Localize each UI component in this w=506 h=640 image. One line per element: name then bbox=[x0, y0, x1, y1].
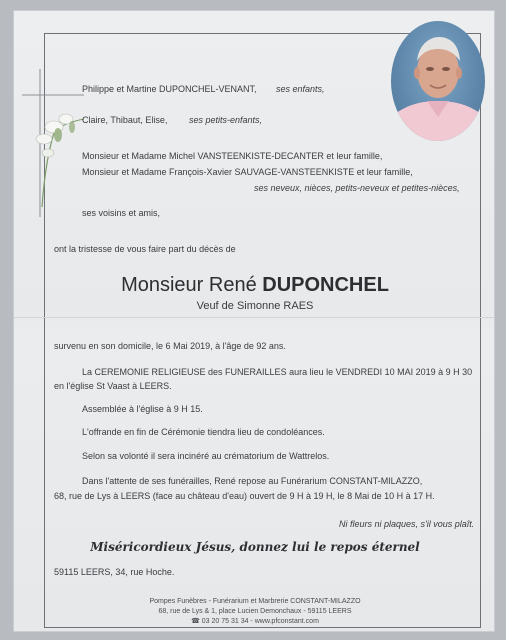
family-line-neighbours: ses voisins et amis, bbox=[82, 208, 161, 218]
deceased-surname: DUPONCHEL bbox=[262, 274, 389, 296]
grandchildren-role: ses petits-enfants, bbox=[189, 115, 263, 125]
ceremony-line-1: La CEREMONIE RELIGIEUSE des FUNERAILLES aura lieu le VENDREDI 10 MAI 2019 à 9 H 30 bbox=[82, 367, 473, 377]
obituary-card bbox=[13, 10, 495, 632]
family-line-sauvage: Monsieur et Madame François-Xavier SAUVAGE-VANSTEENKISTE et leur famille, bbox=[82, 167, 413, 177]
footer-address: 68, rue de Lys & 1, place Lucien Demonchaux - 59115 LEERS bbox=[158, 608, 352, 615]
portrait-photo bbox=[391, 21, 485, 141]
footer-contact bbox=[14, 617, 496, 627]
prayer-line: Miséricordieux Jésus, donnez lui le repos éternel bbox=[90, 540, 420, 554]
widow-line: Veuf de Simonne RAES bbox=[196, 300, 314, 312]
death-line: survenu en son domicile, le 6 Mai 2019, à l'âge de 92 ans. bbox=[54, 341, 286, 351]
ceremony-line-2: en l'église St Vaast à LEERS. bbox=[54, 381, 172, 391]
offering-line: L'offrande en fin de Cérémonie tiendra lieu de condoléances. bbox=[82, 427, 325, 437]
cremation-line: Selon sa volonté il sera incinéré au crématorium de Wattrelos. bbox=[82, 451, 330, 461]
footer-company: Pompes Funèbres - Funérarium et Marbrerie CONSTANT-MILAZZO bbox=[149, 598, 361, 605]
paper-fold bbox=[14, 317, 494, 318]
children-role: ses enfants, bbox=[276, 84, 325, 94]
assembly-line: Assemblée à l'église à 9 H 15. bbox=[82, 404, 203, 414]
family-line-vansteenkiste: Monsieur et Madame Michel VANSTEENKISTE-DECANTER et leur famille, bbox=[82, 151, 383, 161]
phone-icon: ☎ bbox=[191, 618, 200, 625]
home-address: 59115 LEERS, 34, rue Hoche. bbox=[54, 567, 175, 577]
footer-phone-web: 03 20 75 31 34 - www.pfconstant.com bbox=[201, 618, 319, 625]
deceased-title-name: Monsieur René bbox=[121, 274, 257, 296]
rest-line-2: 68, rue de Lys à LEERS (face au château d'eau) ouvert de 9 H à 19 H, le 8 Mai de 10 H à 17 H. bbox=[54, 491, 435, 501]
deceased-name bbox=[14, 273, 496, 297]
family-line-nephews: ses neveux, nièces, petits-neveux et petites-nièces, bbox=[254, 183, 460, 193]
grandchildren-names: Claire, Thibaut, Elise, bbox=[82, 115, 168, 125]
rest-line-1: Dans l'attente de ses funérailles, René repose au Funérarium CONSTANT-MILAZZO, bbox=[82, 476, 423, 486]
flowers-notice: Ni fleurs ni plaques, s'il vous plaît. bbox=[339, 519, 475, 529]
children-names: Philippe et Martine DUPONCHEL-VENANT, bbox=[82, 84, 257, 94]
announcement: ont la tristesse de vous faire part du décès de bbox=[54, 244, 236, 254]
